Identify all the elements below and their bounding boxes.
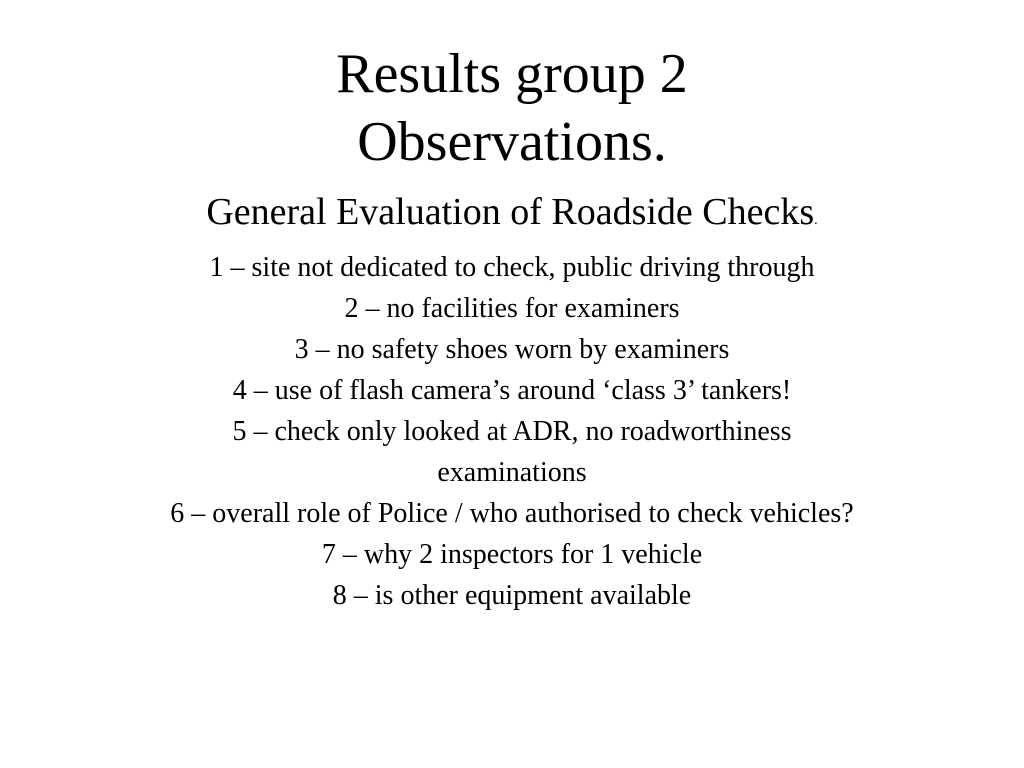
observation-item-8: 8 – is other equipment available [332, 580, 692, 611]
observation-item-7: 7 – why 2 inspectors for 1 vehicle [321, 539, 703, 570]
section-subtitle [40, 188, 984, 245]
observation-item-2: 2 – no facilities for examiners [344, 293, 680, 324]
observation-list [40, 247, 984, 616]
slide-title [0, 40, 1024, 176]
observation-item-3: 3 – no safety shoes worn by examiners [294, 334, 730, 365]
slide-body [40, 188, 984, 616]
title-line-2: Observations. [357, 111, 667, 173]
observation-item-4: 4 – use of flash camera’s around ‘class 3’ tankers! [232, 375, 792, 406]
title-line-1: Results group 2 [336, 43, 688, 105]
observation-item-6: 6 – overall role of Police / who authorised to check vehicles? [170, 498, 854, 529]
subtitle-text: General Evaluation of Roadside Checks [206, 191, 815, 233]
subtitle-period: . [814, 213, 818, 228]
observation-item-1: 1 – site not dedicated to check, public driving through [209, 252, 815, 283]
observation-item-5: 5 – check only looked at ADR, no roadworthiness [232, 416, 792, 447]
observation-item-5-continued: examinations [437, 457, 587, 488]
